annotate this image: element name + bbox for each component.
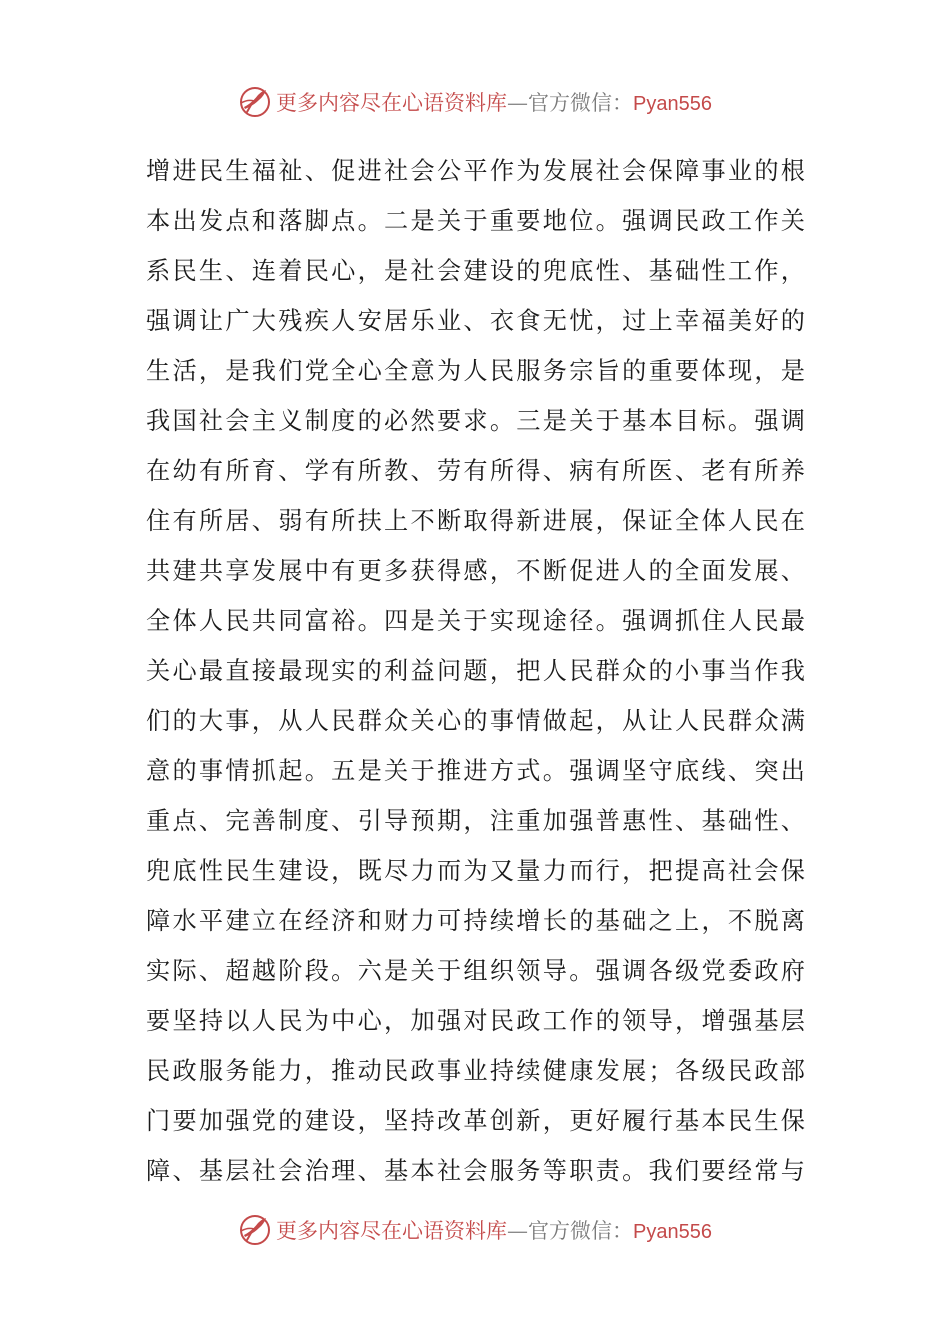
header-promo-text: 更多内容尽在心语资料库 (276, 91, 508, 115)
footer-banner (0, 1210, 950, 1250)
text-line: 要坚持以人民为中心，加强对民政工作的领导，增强基层 (146, 1007, 806, 1035)
text-line: 们的大事，从人民群众关心的事情做起，从让人民群众满 (146, 707, 806, 735)
header-banner-text (276, 87, 712, 117)
footer-banner-text (276, 1215, 712, 1245)
header-dash: — (507, 91, 529, 115)
header-wechat-label: 官方微信： (528, 91, 634, 115)
text-line: 在幼有所育、学有所教、劳有所得、病有所医、老有所养 (146, 457, 806, 485)
text-line: 本出发点和落脚点。二是关于重要地位。强调民政工作关 (146, 207, 806, 235)
text-line: 生活，是我们党全心全意为人民服务宗旨的重要体现，是 (146, 357, 806, 385)
text-line: 系民生、连着民心，是社会建设的兜底性、基础性工作， (146, 257, 806, 285)
text-line: 关心最直接最现实的利益问题，把人民群众的小事当作我 (146, 657, 806, 685)
text-line: 我国社会主义制度的必然要求。三是关于基本目标。强调 (146, 407, 806, 435)
text-line: 住有所居、弱有所扶上不断取得新进展，保证全体人民在 (146, 507, 806, 535)
text-line: 增进民生福祉、促进社会公平作为发展社会保障事业的根 (146, 157, 806, 185)
text-line: 民政服务能力，推动民政事业持续健康发展；各级民政部 (146, 1057, 806, 1085)
text-line: 重点、完善制度、引导预期，注重加强普惠性、基础性、 (146, 807, 806, 835)
footer-wechat-label: 官方微信： (528, 1219, 634, 1243)
text-line: 障水平建立在经济和财力可持续增长的基础之上，不脱离 (146, 907, 806, 935)
text-line: 实际、超越阶段。六是关于组织领导。强调各级党委政府 (146, 957, 806, 985)
footer-promo-text: 更多内容尽在心语资料库 (276, 1219, 508, 1243)
pen-logo-icon (238, 85, 272, 119)
header-banner (0, 82, 950, 122)
text-line: 门要加强党的建设，坚持改革创新，更好履行基本民生保 (146, 1107, 806, 1135)
text-line: 全体人民共同富裕。四是关于实现途径。强调抓住人民最 (146, 607, 806, 635)
pen-logo-icon (238, 1213, 272, 1247)
footer-wechat-id: Pyan556 (633, 1221, 712, 1243)
text-line: 强调让广大残疾人安居乐业、衣食无忧，过上幸福美好的 (146, 307, 806, 335)
document-body (146, 146, 806, 1196)
text-line: 意的事情抓起。五是关于推进方式。强调坚守底线、突出 (146, 757, 806, 785)
text-line: 共建共享发展中有更多获得感，不断促进人的全面发展、 (146, 557, 806, 585)
header-wechat-id: Pyan556 (633, 93, 712, 115)
text-line: 障、基层社会治理、基本社会服务等职责。我们要经常与 (146, 1157, 806, 1185)
text-line: 兜底性民生建设，既尽力而为又量力而行，把提高社会保 (146, 857, 806, 885)
footer-dash: — (507, 1219, 529, 1243)
